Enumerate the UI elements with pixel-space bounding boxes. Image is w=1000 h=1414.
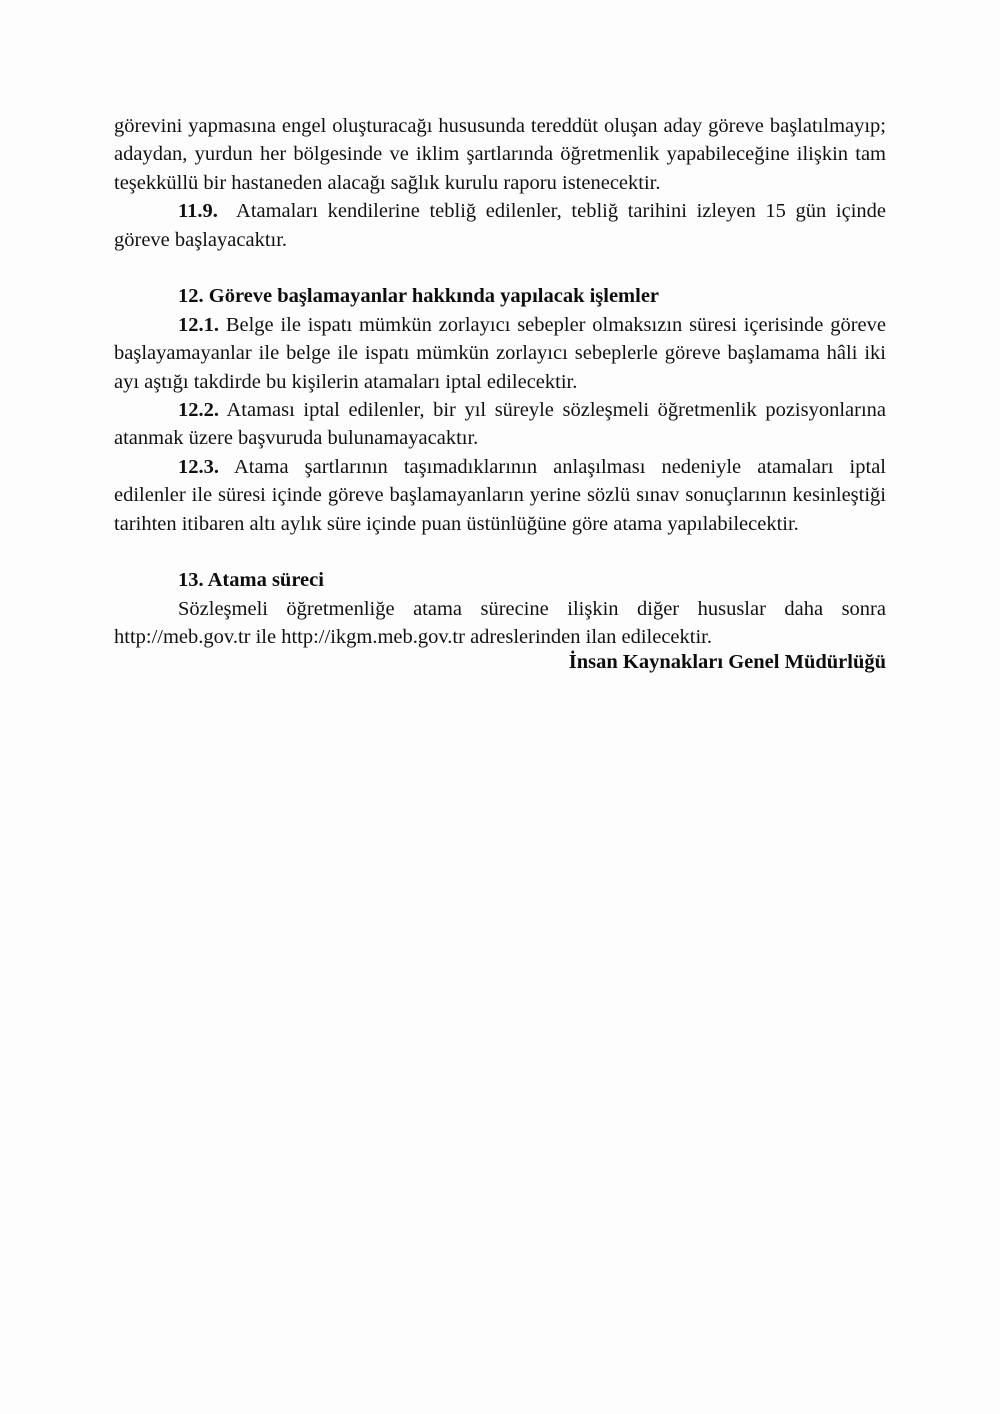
clause-text-12-1: Belge ile ispatı mümkün zorlayıcı sebepler olmaksızın süresi içerisinde göreve başlayamayanlar ile belge ile ispatı mümkün zorlayıcı sebeplerle göreve başlamama hâli iki ayı aştığı takdirde bu kişilerin atamaları iptal edilecektir. xyxy=(114,313,886,393)
signature-block: İnsan Kaynakları Genel Müdürlüğü xyxy=(568,651,886,673)
clause-spacer-11-9 xyxy=(218,200,236,222)
clause-12-3 xyxy=(114,453,886,538)
clause-number-12-3: 12.3. xyxy=(178,455,219,478)
section-13-paragraph xyxy=(114,595,886,652)
section-heading-13: 13. Atama süreci xyxy=(178,569,324,592)
section-heading-12: 12. Göreve başlamayanlar hakkında yapılacak işlemler xyxy=(178,285,660,308)
url-ikgm-meb[interactable]: http://ikgm.meb.gov.tr xyxy=(281,626,465,649)
clause-12-2 xyxy=(114,396,886,453)
clause-text-12-2: Ataması iptal edilenler, bir yıl süreyle sözleşmeli öğretmenlik pozisyonlarına atanmak üzere başvuruda bulunamayacaktır. xyxy=(114,399,887,450)
url-meb[interactable]: http://meb.gov.tr xyxy=(114,626,251,649)
clause-text-11-9: Atamaları kendilerine tebliğ edilenler, tebliğ tarihini izleyen 15 gün içinde göreve başlayacaktır. xyxy=(114,200,886,251)
clause-spacer-12-1 xyxy=(219,314,226,336)
clause-11-9 xyxy=(114,197,886,254)
clause-spacer-12-3 xyxy=(219,456,234,478)
clause-number-12-1: 12.1. xyxy=(178,313,219,336)
paragraph-continued: görevini yapmasına engel oluşturacağı hususunda tereddüt oluşan aday göreve başlatılmayıp; adaydan, yurdun her bölgesinde ve iklim şartlarında öğretmenlik yapabileceğine ilişkin tam teşekküllü bir hastaneden alacağı sağlık kurulu raporu istenecektir. xyxy=(114,115,886,194)
clause-12-1 xyxy=(114,311,886,396)
clause-number-12-2: 12.2. xyxy=(178,399,219,422)
section-13-conjunction: ile xyxy=(250,626,282,649)
document-body xyxy=(114,112,886,652)
section-13-text-part2: adreslerinden ilan edilecektir. xyxy=(464,626,712,649)
clause-number-11-9: 11.9. xyxy=(178,200,218,223)
clause-text-12-3: Atama şartlarının taşımadıklarının anlaşılması nedeniyle atamaları iptal edilenler ile süresi içinde göreve başlamayanların yerine sözlü sınav sonuçlarının kesinleştiği tarihten itibaren altı aylık süre içinde puan üstünlüğüne göre atama yapılabilecektir. xyxy=(114,455,886,535)
section-13-text-part1: Sözleşmeli öğretmenliğe atama sürecine ilişkin diğer hususlar daha sonra xyxy=(178,597,886,620)
